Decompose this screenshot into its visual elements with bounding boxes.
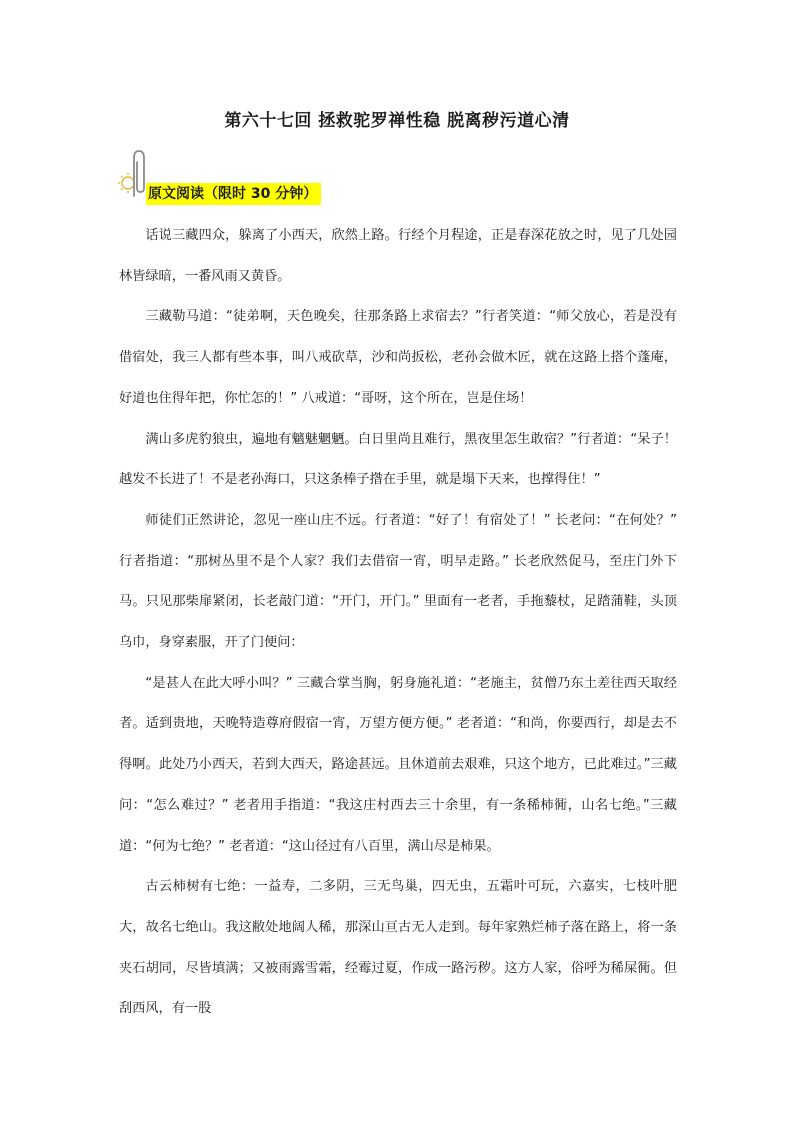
paragraph: 师徒们正然讲论，忽见一座山庄不远。行者道：“好了！有宿处了！” 长老问：“在何处？” 行者指道：“那树丛里不是个人家？我们去借宿一宵，明早走路。” 长老欣然促马，至庄门外下马。只见那柴扉紧闭，长老敲门道：“开门，开门。” 里面有一老者，手拖藜杖，足踏蒲鞋，头顶乌巾，身穿素服，开了门便问： <box>119 512 677 651</box>
paragraph: 三藏勒马道：“徒弟啊，天色晚矣，往那条路上求宿去？”行者笑道：“师父放心，若是没有借宿处，我三人都有些本事，叫八戒砍草，沙和尚扳松，老孙会做木匠，就在这路上搭个蓬庵，好道也住得年把，你忙怎的！” 八戒道：“哥呀，这个所在，岂是住场！ <box>119 309 677 406</box>
passage-text <box>119 216 677 1030</box>
paragraph: 满山多虎豹狼虫，遍地有魑魅魍魉。白日里尚且难行，黑夜里怎生敢宿？”行者道：“呆子！越发不长进了！不是老孙海口，只这条棒子揝在手里，就是塌下天来，也撑得住！” <box>119 431 677 488</box>
chapter-title: 第六十七回 拯救驼罗禅性稳 脱离秽污道心清 <box>224 111 570 131</box>
paragraph: 古云柿树有七绝：一益寿，二多阴，三无鸟巢，四无虫，五霜叶可玩，六嘉实，七枝叶肥大，故名七绝山。我这敝处地阔人稀，那深山亘古无人走到。每年家熟烂柿子落在路上，将一条夹石胡同，尽皆填满；又被雨露雪霜，经霉过夏，作成一路污秽。这方人家，俗呼为稀屎衕。但刮西风，有一股 <box>119 879 677 1017</box>
paragraph: “是甚人在此大呼小叫？” 三藏合掌当胸，躬身施礼道：“老施主，贫僧乃东土差往西天取经者。适到贵地，天晚特造尊府假宿一宵，万望方便方便。” 老者道：“和尚，你要西行，却是去不得啊。此处乃小西天，若到大西天，路途甚远。且休道前去艰难，只这个地方，已此难过。”三藏问：“怎么难过？” 老者用手指道：“我这庄村西去三十余里，有一条稀柿衕，山名七绝。”三藏道：“何为七绝？” 老者道：“这山径过有八百里，满山尽是柿果。 <box>119 675 677 854</box>
section-heading: 原文阅读（限时 30 分钟） <box>146 183 321 205</box>
paragraph: 话说三藏四众，躲离了小西天，欣然上路。行经个月程途，正是春深花放之时，见了几处园林皆绿暗，一番风雨又黄昏。 <box>119 228 677 284</box>
